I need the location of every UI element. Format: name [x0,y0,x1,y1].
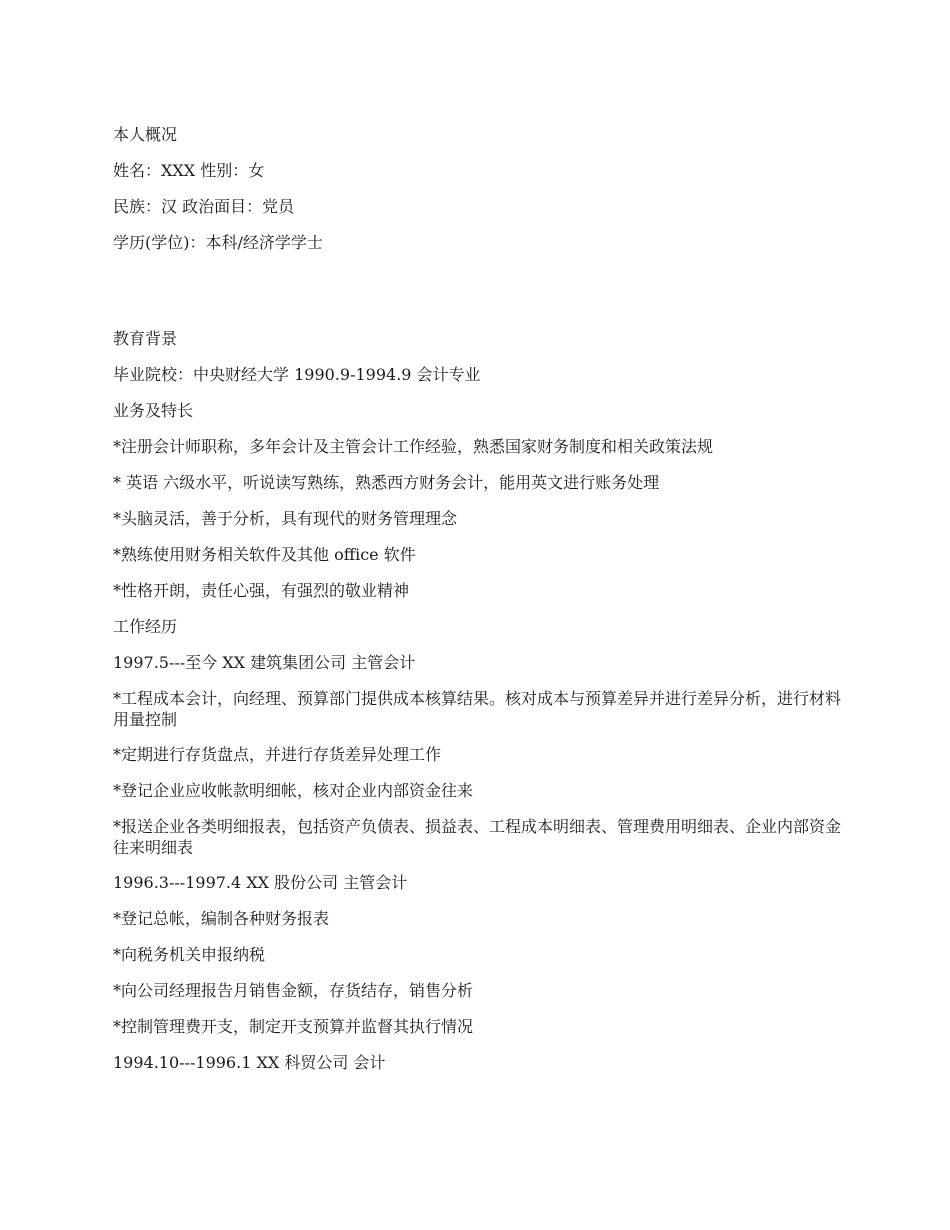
job-duty: *向税务机关申报纳税 [113,945,266,964]
job-title: 1997.5---至今 XX 建筑集团公司 主管会计 [113,653,416,672]
job-duty: *工程成本会计，向经理、预算部门提供成本核算结果。核对成本与预算差异并进行差异分析，进行材料用量控制 [113,689,842,729]
school-line: 毕业院校：中央财经大学 1990.9-1994.9 会计专业 [113,365,481,384]
name-gender-line: 姓名：XXX 性别：女 [113,161,265,180]
job-duty: *控制管理费开支，制定开支预算并监督其执行情况 [113,1017,474,1036]
work-heading: 工作经历 [113,617,178,636]
resume-document [113,124,843,1088]
section-spacer [113,268,843,328]
job-title: 1994.10---1996.1 XX 科贸公司 会计 [113,1053,386,1072]
job-duty: *登记总帐，编制各种财务报表 [113,909,330,928]
ethnicity-politics-line: 民族：汉 政治面目：党员 [113,197,295,216]
skills-heading: 业务及特长 [113,401,194,420]
skill-item: * 英语 六级水平，听说读写熟练，熟悉西方财务会计，能用英文进行账务处理 [113,473,660,492]
skill-item: *熟练使用财务相关软件及其他 office 软件 [113,545,416,564]
job-duty: *定期进行存货盘点，并进行存货差异处理工作 [113,745,442,764]
job-duty: *向公司经理报告月销售金额，存货结存，销售分析 [113,981,474,1000]
skill-item: *注册会计师职称，多年会计及主管会计工作经验，熟悉国家财务制度和相关政策法规 [113,437,714,456]
job-duty: *登记企业应收帐款明细帐，核对企业内部资金往来 [113,781,474,800]
education-heading: 教育背景 [113,329,178,348]
skill-item: *头脑灵活，善于分析，具有现代的财务管理理念 [113,509,458,528]
profile-heading: 本人概况 [113,125,178,144]
education-degree-line: 学历(学位)：本科/经济学学士 [113,233,323,252]
job-title: 1996.3---1997.4 XX 股份公司 主管会计 [113,873,408,892]
job-duty: *报送企业各类明细报表，包括资产负债表、损益表、工程成本明细表、管理费用明细表、企业内部资金往来明细表 [113,817,842,857]
skill-item: *性格开朗，责任心强，有强烈的敬业精神 [113,581,410,600]
